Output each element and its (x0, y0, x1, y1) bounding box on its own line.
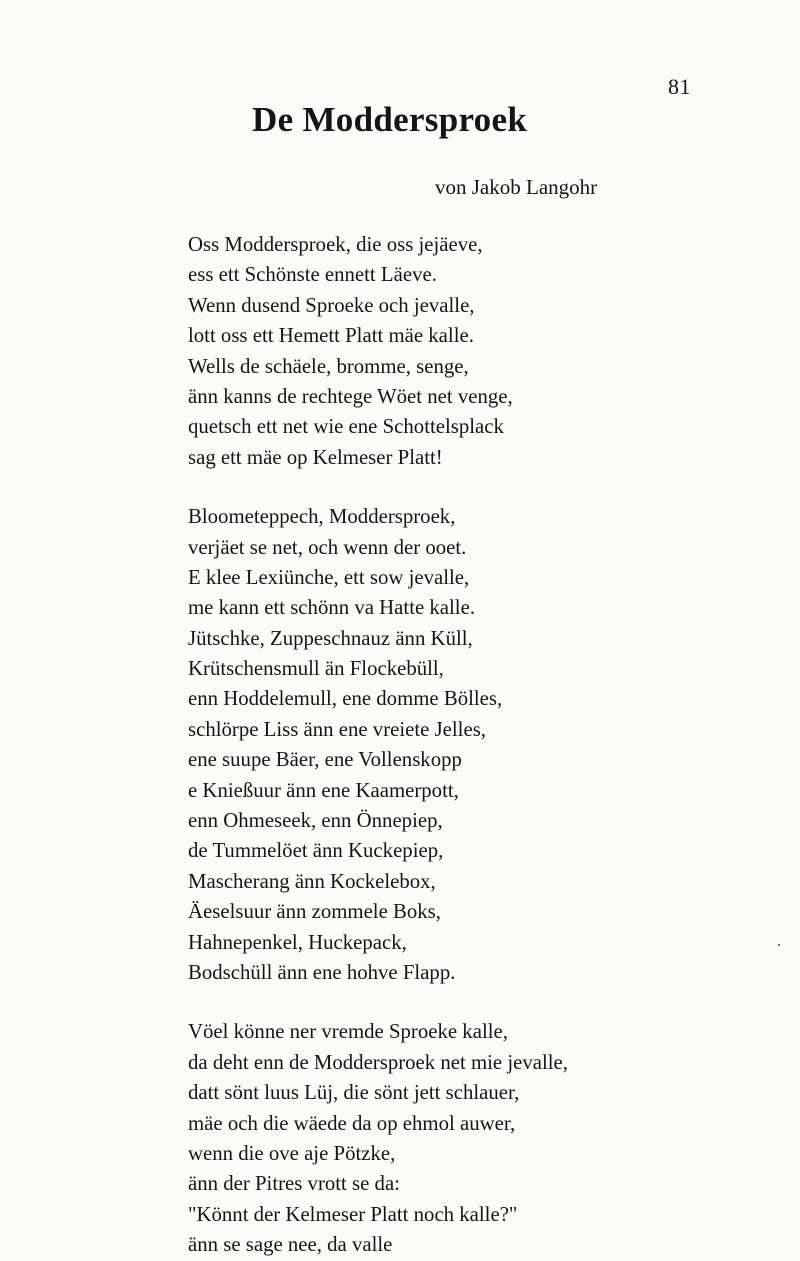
poem-line: datt sönt luus Lüj, die sönt jett schlauer, (188, 1081, 520, 1105)
page-number: 81 (668, 74, 691, 99)
paper-speck (778, 944, 780, 946)
poem-line: Äeselsuur änn zommele Boks, (188, 900, 441, 924)
poem-line: Mascherang änn Kockelebox, (188, 869, 436, 893)
poem-line: mäe och die wäede da op ehmol auwer, (188, 1111, 516, 1135)
poem-line: Oss Moddersproek, die oss jejäeve, (188, 233, 483, 256)
stanza-1 (188, 230, 748, 473)
poem-line: lott oss ett Hemett Platt mäe kalle. (188, 324, 474, 348)
poem-line: sag ett mäe op Kelmeser Platt! (188, 445, 443, 469)
poem-line: Vöel könne ner vremde Sproeke kalle, (188, 1020, 508, 1044)
poem-line: da deht enn de Moddersproek net mie jevalle, (188, 1050, 568, 1074)
poem-line: Krütschensmull än Flockebüll, (188, 657, 444, 681)
poem-line: enn Ohmeseek, enn Önnepiep, (188, 809, 443, 833)
poem-line: wenn die ove aje Pötzke, (188, 1141, 396, 1165)
poem-line: Jütschke, Zuppeschnauz änn Küll, (188, 626, 473, 650)
poem-line: änn se sage nee, da valle (188, 1233, 393, 1257)
poem-line: "Könnt der Kelmeser Platt noch kalle?" (188, 1202, 518, 1226)
poem-line: änn kanns de rechtege Wöet net venge, (188, 384, 513, 408)
poem-line: E klee Lexiünche, ett sow jevalle, (188, 565, 470, 589)
poem-line: verjäet se net, och wenn der ooet. (188, 535, 467, 559)
poem-line: de Tummelöet änn Kuckepiep, (188, 839, 444, 863)
poem-line: enn Hoddelemull, ene domme Bölles, (188, 687, 503, 711)
stanza-2 (188, 502, 748, 988)
poem-line: Wenn dusend Sproeke och jevalle, (188, 293, 475, 317)
poem-line: Wells de schäele, bromme, senge, (188, 354, 469, 378)
poem-title: De Moddersproek (252, 100, 528, 139)
poem-line: quetsch ett net wie ene Schottelsplack (188, 415, 504, 439)
poem-author: von Jakob Langohr (435, 175, 598, 199)
stanza-3 (188, 1017, 748, 1260)
poem-line: ene suupe Bäer, ene Vollenskopp (188, 748, 462, 772)
poem-line: Bodschüll änn ene hohve Flapp. (188, 960, 456, 984)
poem-line: ess ett Schönste ennett Läeve. (188, 263, 437, 287)
poem-line: Hahnepenkel, Huckepack, (188, 930, 407, 954)
poem-line: me kann ett schönn va Hatte kalle. (188, 596, 476, 620)
poem-body (188, 230, 748, 1261)
poem-line: änn der Pitres vrott se da: (188, 1172, 400, 1196)
poem-line: schlörpe Liss änn ene vreiete Jelles, (188, 717, 486, 741)
poem-line: Bloometeppech, Moddersproek, (188, 505, 456, 529)
poem-line: e Knießuur änn ene Kaamerpott, (188, 778, 459, 802)
